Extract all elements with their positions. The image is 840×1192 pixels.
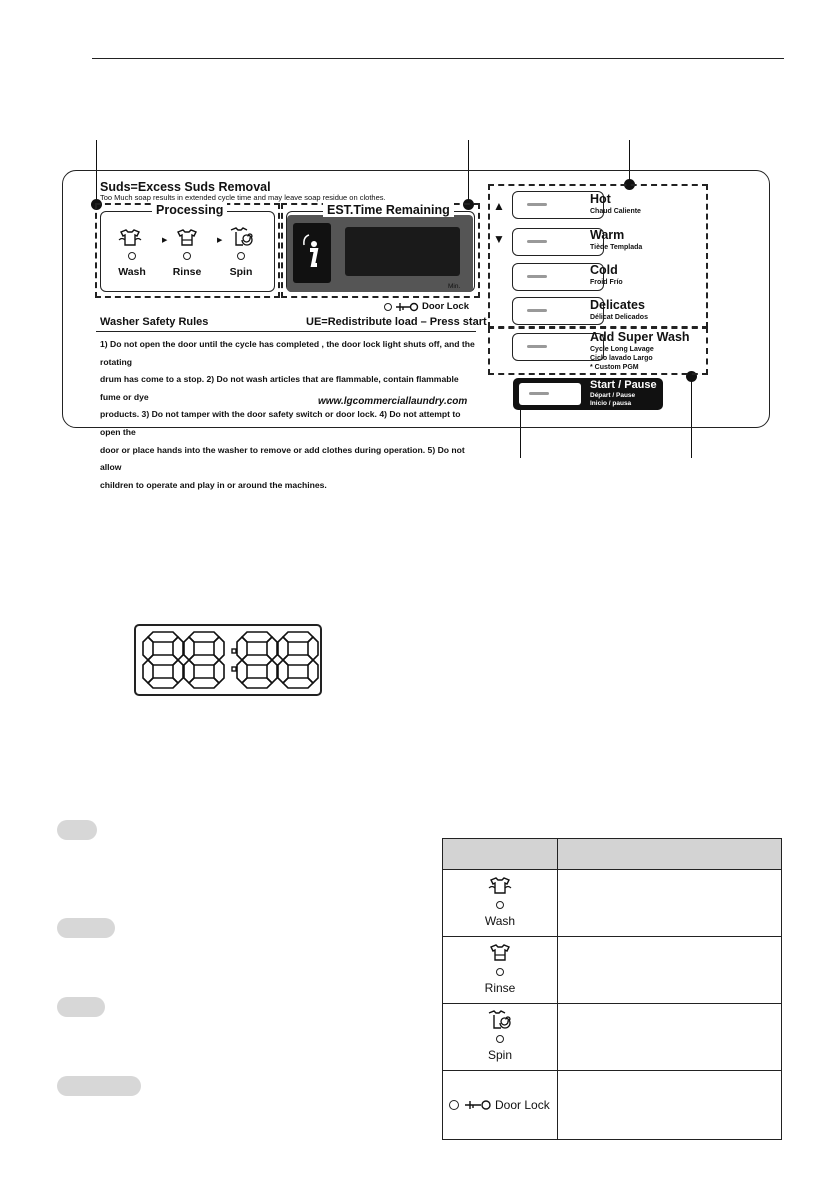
table-header-cell <box>443 839 558 870</box>
start-pause-label: Start / Pause <box>590 379 657 391</box>
start-pause-sub2: Inicio / pausa <box>590 400 632 407</box>
spin-indicator-lamp <box>237 252 245 260</box>
indicator-table <box>442 838 782 1140</box>
arrow-right-icon: ▶ <box>162 237 168 244</box>
suds-subtitle: Too Much soap results in extended cycle time and may leave soap residue on clothes. <box>100 193 386 202</box>
rinse-lamp <box>496 968 504 976</box>
spin-icon <box>487 1009 513 1031</box>
table-header-cell <box>558 839 782 870</box>
triangle-up-icon: ▲ <box>493 199 505 213</box>
hot-led <box>527 203 547 206</box>
safety-rules-title: Washer Safety Rules <box>100 316 209 328</box>
door-lock-indicator <box>384 301 469 312</box>
rinse-label: Rinse <box>484 981 516 995</box>
time-display-screen <box>345 227 460 276</box>
ue-message: UE=Redistribute load – Press start <box>306 316 487 328</box>
segment-f <box>278 637 288 660</box>
segment-f <box>184 637 194 660</box>
table-cell <box>558 1071 782 1140</box>
add-super-wash-sub1: Cycle Long Lavage <box>590 346 654 353</box>
wash-icon <box>118 228 142 248</box>
processing-title: Processing <box>152 203 227 217</box>
key-icon <box>462 1099 492 1111</box>
table-row <box>443 937 782 1004</box>
rinse-icon <box>488 943 512 963</box>
spin-lamp <box>496 1035 504 1043</box>
cold-label: Cold <box>590 263 618 277</box>
label-pill <box>57 997 105 1017</box>
segment-display <box>134 624 322 696</box>
wash-label: Wash <box>118 266 146 278</box>
segment-e <box>278 660 288 683</box>
segment-e <box>143 660 153 683</box>
label-pill <box>57 820 97 840</box>
rules-line: door or place hands into the washer to remove or add clothes during operation. 5) Do not allow <box>100 444 465 473</box>
time-title: EST.Time Remaining <box>323 203 454 217</box>
rules-line: 1) Do not open the door until the cycle has completed , the door lock light shuts off, and the rotating <box>100 339 475 367</box>
segment-b <box>308 637 318 660</box>
arrow-right-icon: ▶ <box>217 237 223 244</box>
segment-digits <box>136 626 320 694</box>
table-cell <box>443 937 558 1004</box>
warm-sublabel: Tiède Templada <box>590 244 643 251</box>
rules-line: children to operate and play in or around the machines. <box>100 479 327 490</box>
cold-led <box>527 275 547 278</box>
spin-label: Spin <box>487 1048 513 1062</box>
wash-indicator-lamp <box>128 252 136 260</box>
segment-e <box>184 660 194 683</box>
rinse-icon <box>175 228 199 248</box>
warm-label: Warm <box>590 228 625 242</box>
segment-b <box>173 637 183 660</box>
rules-divider <box>96 331 476 332</box>
segment-b <box>267 637 277 660</box>
add-super-wash-sub2: Ciclo lavado Largo <box>590 355 653 362</box>
segment-b <box>214 637 224 660</box>
label-pill <box>57 1076 141 1096</box>
segment-f <box>143 637 153 660</box>
segment-colon-dot-bottom <box>232 667 236 671</box>
table-cell <box>558 937 782 1004</box>
info-icon <box>293 223 331 283</box>
triangle-down-icon: ▼ <box>493 232 505 246</box>
table-row <box>443 1004 782 1071</box>
safety-rules-text <box>100 336 475 494</box>
spin-icon <box>229 226 255 248</box>
super-wash-led <box>527 345 547 348</box>
segment-e <box>237 660 247 683</box>
website-link: www.lgcommerciallaundry.com <box>318 396 468 407</box>
add-super-wash-sub3: * Custom PGM <box>590 364 639 371</box>
segment-c <box>267 660 277 683</box>
wash-label: Wash <box>484 914 516 928</box>
hot-sublabel: Chaud Caliente <box>590 208 641 215</box>
table-row <box>443 1071 782 1140</box>
rules-line: drum has come to a stop. 2) Do not wash articles that are flammable, contain flammable fume or dye <box>100 374 459 402</box>
door-lock-lamp <box>384 303 392 311</box>
start-pause-button[interactable] <box>519 383 581 405</box>
add-super-wash-label: Add Super Wash <box>590 330 690 344</box>
delicates-sublabel: Délicat Delicados <box>590 314 648 321</box>
label-pill <box>57 918 115 938</box>
cold-sublabel: Froid Frío <box>590 279 623 286</box>
top-rule <box>92 58 784 59</box>
door-lock-indicator <box>449 1098 550 1112</box>
door-lock-label: Door Lock <box>495 1098 550 1112</box>
segment-c <box>214 660 224 683</box>
delicates-led <box>527 309 547 312</box>
start-pause-sub1: Départ / Pause <box>590 392 636 399</box>
table-cell <box>443 870 558 937</box>
table-cell <box>443 1004 558 1071</box>
segment-f <box>237 637 247 660</box>
minutes-unit: Min. <box>448 283 461 290</box>
wash-icon <box>488 876 512 896</box>
wash-lamp <box>496 901 504 909</box>
table-cell <box>558 1004 782 1071</box>
rinse-indicator-lamp <box>183 252 191 260</box>
suds-title: Suds=Excess Suds Removal <box>100 180 271 194</box>
segment-c <box>308 660 318 683</box>
door-lock-lamp <box>449 1100 459 1110</box>
delicates-label: Delicates <box>590 298 645 312</box>
rinse-label: Rinse <box>172 266 202 278</box>
table-cell <box>558 870 782 937</box>
door-lock-label: Door Lock <box>422 301 469 312</box>
hot-label: Hot <box>590 192 611 206</box>
segment-colon-dot-top <box>232 649 236 653</box>
warm-led <box>527 240 547 243</box>
info-button[interactable] <box>293 223 331 283</box>
start-led <box>529 392 549 395</box>
rules-line: products. 3) Do not tamper with the door safety switch or door lock. 4) Do not attempt to open the <box>100 409 461 437</box>
key-icon <box>395 302 419 312</box>
table-header <box>443 839 782 870</box>
spin-label: Spin <box>229 266 253 278</box>
table-cell <box>443 1071 558 1140</box>
table-row <box>443 870 782 937</box>
segment-c <box>173 660 183 683</box>
